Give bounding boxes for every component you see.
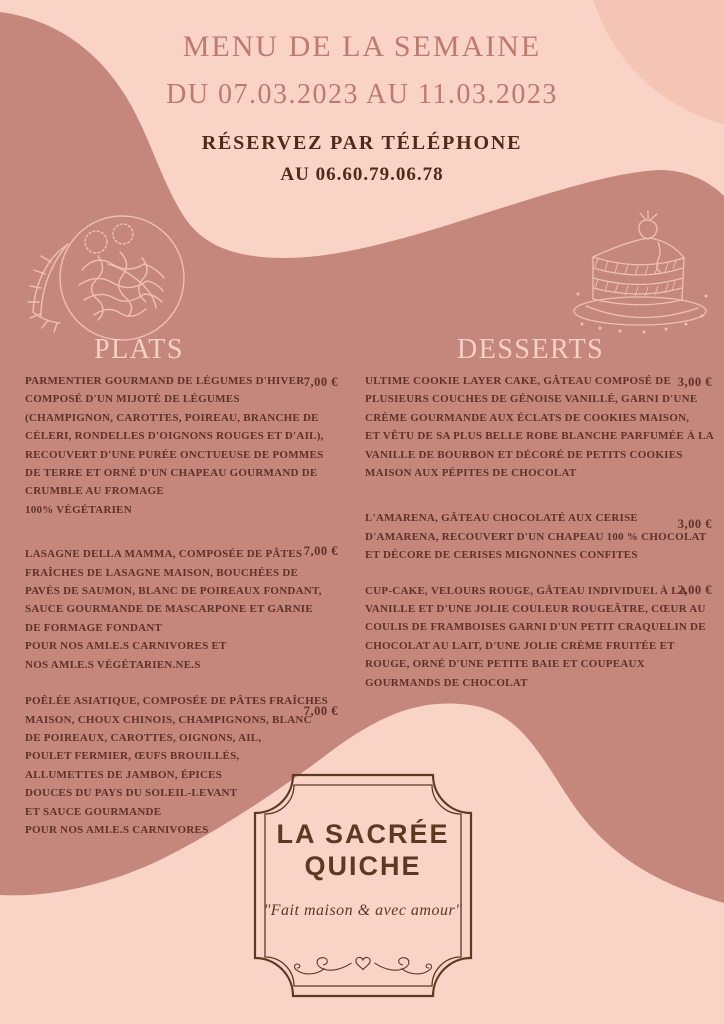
menu-item-line: NOS AMI.E.S VÉGÉTARIEN.NE.S	[25, 658, 201, 671]
menu-item-line: DE TERRE ET ORNÉ D'UN CHAPEAU GOURMAND DE	[25, 467, 318, 480]
plats-heading: PLATS	[94, 334, 184, 365]
menu-item-line: ET VÊTU DE SA PLUS BELLE ROBE BLANCHE PARFUMÉE À LA	[365, 430, 714, 443]
menu-item-line: CRUMBLE AU FROMAGE	[25, 485, 164, 498]
brand-tagline: "Fait maison & avec amour"	[263, 902, 463, 919]
menu-item-line: PAVÉS DE SAUMON, BLANC DE POIREAUX FONDANT,	[25, 585, 322, 598]
menu-item-line: PLUSIEURS COUCHES DE GÉNOISE VANILLÉ, GARNI D'UNE	[365, 393, 698, 406]
menu-item-line: POÊLÉE ASIATIQUE, COMPOSÉE DE PÂTES FRAÎCHES	[25, 695, 328, 708]
menu-item-price: 2,00 €	[677, 582, 712, 597]
menu-item	[365, 372, 712, 482]
menu-item-line: CHOCOLAT AU LAIT, D'UNE JOLIE CRÈME FRUITÉE ET	[365, 639, 675, 652]
menu-item-description	[25, 372, 338, 519]
brand-logo-box	[252, 772, 474, 999]
menu-item-line: DOUCES DU PAYS DU SOLEIL-LEVANT	[25, 787, 238, 800]
menu-item-line: MAISON AUX PÉPITES DE CHOCOLAT	[365, 467, 577, 480]
desserts-column	[365, 372, 712, 692]
menu-item-line: FRAÎCHES DE LASAGNE MAISON, BOUCHÉES DE	[25, 566, 299, 579]
menu-item-line: POULET FERMIER, ŒUFS BROUILLÉS,	[25, 750, 240, 763]
reserve-line: RÉSERVEZ PAR TÉLÉPHONE	[201, 132, 523, 154]
menu-item-description	[25, 545, 338, 674]
menu-item-line: ALLUMETTES DE JAMBON, ÉPICES	[25, 768, 223, 781]
menu-item-line: CUP-CAKE, VELOURS ROUGE, GÂTEAU INDIVIDUEL À LA	[365, 584, 688, 597]
menu-item	[25, 545, 338, 674]
brand-line-1: LA SACRÉE	[276, 819, 450, 849]
page-title: MENU DE LA SEMAINE	[182, 30, 542, 63]
cake-slice-illustration	[560, 198, 720, 338]
menu-item	[365, 582, 712, 692]
menu-item-line: COMPOSÉ D'UN MIJOTÉ DE LÉGUMES	[25, 393, 240, 406]
menu-item-line: (CHAMPIGNON, CAROTTES, POIREAU, BRANCHE DE	[25, 411, 319, 424]
menu-item-price: 3,00 €	[677, 375, 712, 389]
menu-item-line: L'AMARENA, GÂTEAU CHOCOLATÉ AUX CERISE	[365, 512, 639, 525]
menu-item-description	[365, 509, 712, 564]
menu-item-line: POUR NOS AMI.E.S CARNIVORES ET	[25, 640, 227, 653]
desserts-heading: DESSERTS	[457, 334, 605, 365]
menu-item-line: POUR NOS AMI.E.S CARNIVORES	[25, 823, 209, 836]
menu-item-line: VANILLE DE BOURBON ET DÉCORÉ DE PETITS COOKIES	[365, 448, 683, 461]
heart-flourish-icon	[288, 950, 438, 978]
menu-item-line: DE FORMAGE FONDANT	[25, 621, 163, 634]
menu-item	[365, 509, 712, 564]
phone-number: AU 06.60.79.06.78	[280, 164, 444, 185]
menu-item-line: ET SAUCE GOURMANDE	[25, 805, 162, 818]
menu-item-price: 7,00 €	[303, 544, 338, 559]
menu-item-line: RECOUVERT D'UNE PURÉE ONCTUEUSE DE POMMES	[25, 448, 324, 461]
brand-name	[252, 818, 474, 882]
menu-item	[25, 372, 338, 519]
brand-line-2: QUICHE	[304, 851, 422, 881]
menu-item-line: PARMENTIER GOURMAND DE LÉGUMES D'HIVER	[25, 375, 305, 387]
menu-item-line: DE POIREAUX, CAROTTES, OIGNONS, AIL,	[25, 731, 262, 744]
menu-item-line: CÉLERI, RONDELLES D'OIGNONS ROUGES ET D'AIL),	[25, 430, 324, 443]
menu-item-line: SAUCE GOURMANDE DE MASCARPONE ET GARNIE	[25, 603, 313, 616]
menu-item-line: LASAGNE DELLA MAMMA, COMPOSÉE DE PÂTES	[25, 548, 303, 561]
menu-item-line: ULTIME COOKIE LAYER CAKE, GÂTEAU COMPOSÉ DE	[365, 375, 672, 387]
menu-item-price: 3,00 €	[677, 517, 712, 532]
menu-item-line: 100% VÉGÉTARIEN	[25, 503, 132, 516]
menu-item-line: MAISON, CHOUX CHINOIS, CHAMPIGNONS, BLANC	[25, 713, 312, 726]
menu-item-description	[365, 582, 712, 692]
date-range: DU 07.03.2023 AU 11.03.2023	[166, 79, 558, 110]
menu-item-line: ET DÉCORE DE CERISES MIGNONNES CONFITES	[365, 549, 638, 562]
menu-item-line: VANILLE ET D'UNE JOLIE COULEUR ROUGEÂTRE, CŒUR AU	[365, 603, 706, 616]
menu-item-description	[365, 372, 712, 482]
menu-item-price: 7,00 €	[303, 375, 338, 389]
plats-column	[25, 372, 338, 839]
menu-item-price: 7,00 €	[303, 704, 338, 719]
menu-item-line: ROUGE, ORNÉ D'UNE PETITE BAIE ET COUPEAUX	[365, 658, 645, 671]
menu-item-line: GOURMANDS DE CHOCOLAT	[365, 676, 528, 689]
menu-item-line: CRÈME GOURMANDE AUX ÉCLATS DE COOKIES MAISON,	[365, 411, 690, 424]
menu-item-line: D'AMARENA, RECOUVERT D'UN CHAPEAU 100 % CHOCOLAT	[365, 530, 707, 543]
menu-item-line: COULIS DE FRAMBOISES GARNI D'UN PETIT CRAQUELIN DE	[365, 621, 706, 634]
pasta-plate-illustration	[24, 200, 196, 352]
